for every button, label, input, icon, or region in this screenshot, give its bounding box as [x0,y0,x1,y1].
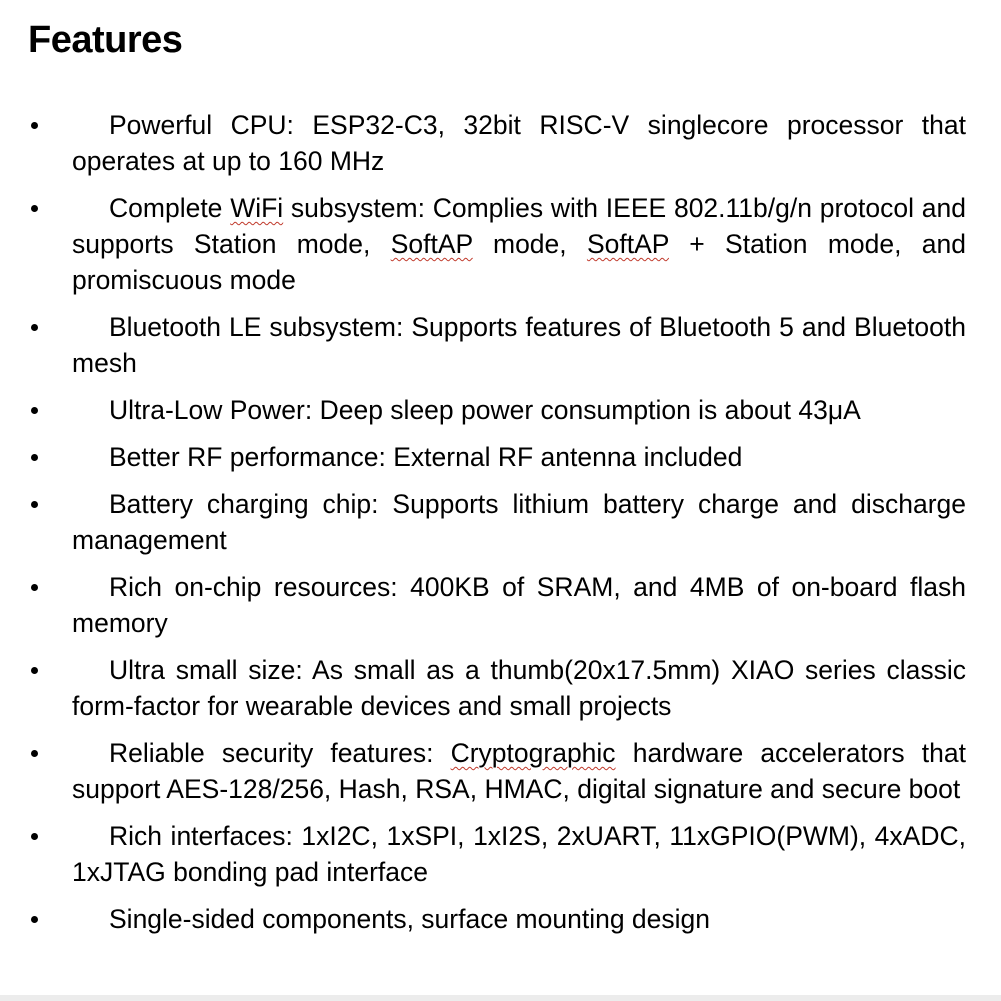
feature-text-part: + Station mode, and promiscuous mode [72,229,966,295]
feature-text-part: Complete [109,193,231,223]
feature-item-security [0,735,966,807]
spellcheck-word: SoftAP [586,229,669,259]
feature-text-part: mode, [472,229,587,259]
page-bottom-edge [0,995,1001,1001]
spellcheck-word: SoftAP [390,229,473,259]
bullet-icon [31,122,38,129]
feature-text [72,190,966,298]
feature-item-low-power [0,392,966,428]
bullet-icon [31,205,38,212]
feature-text-part: Reliable security features: [109,738,451,768]
bullet-icon [31,501,38,508]
feature-text-part: hardware accelerators that support AES-128/256, Hash, RSA, HMAC, digital signature and secure boot [72,738,966,804]
spellcheck-word: Cryptographic [450,738,616,768]
bullet-icon [31,324,38,331]
feature-text: Battery charging chip: Supports lithium battery charge and discharge management [72,489,966,555]
feature-text-part: subsystem: Complies with IEEE 802.11b/g/n protocol and supports Station mode, [72,193,966,259]
bullet-icon [31,916,38,923]
feature-item-interfaces [0,818,966,890]
bullet-icon [31,750,38,757]
feature-text: Better RF performance: External RF antenna included [109,442,743,472]
bullet-icon [31,833,38,840]
bullet-icon [31,667,38,674]
spellcheck-word: WiFi [230,193,284,223]
features-heading: Features [28,19,183,61]
feature-text: Rich on-chip resources: 400KB of SRAM, and 4MB of on-board flash memory [72,572,966,638]
bullet-icon [31,454,38,461]
feature-list [0,107,1001,948]
feature-text: Rich interfaces: 1xI2C, 1xSPI, 1xI2S, 2xUART, 11xGPIO(PWM), 4xADC, 1xJTAG bonding pad interface [72,821,966,887]
feature-text: Ultra-Low Power: Deep sleep power consumption is about 43μA [109,395,861,425]
feature-text: Bluetooth LE subsystem: Supports features of Bluetooth 5 and Bluetooth mesh [72,312,966,378]
feature-item-design [0,901,966,937]
feature-item-bluetooth [0,309,966,381]
feature-text: Single-sided components, surface mounting design [109,904,711,934]
bullet-icon [31,584,38,591]
feature-item-wifi [0,190,966,298]
feature-item-resources [0,569,966,641]
feature-text [72,735,966,807]
feature-text: Powerful CPU: ESP32-C3, 32bit RISC-V singlecore processor that operates at up to 160 MHz [72,110,966,176]
feature-item-cpu [0,107,966,179]
feature-item-battery [0,486,966,558]
feature-item-rf [0,439,966,475]
bullet-icon [31,407,38,414]
feature-item-size [0,652,966,724]
feature-text: Ultra small size: As small as a thumb(20x17.5mm) XIAO series classic form-factor for wearable devices and small projects [72,655,966,721]
